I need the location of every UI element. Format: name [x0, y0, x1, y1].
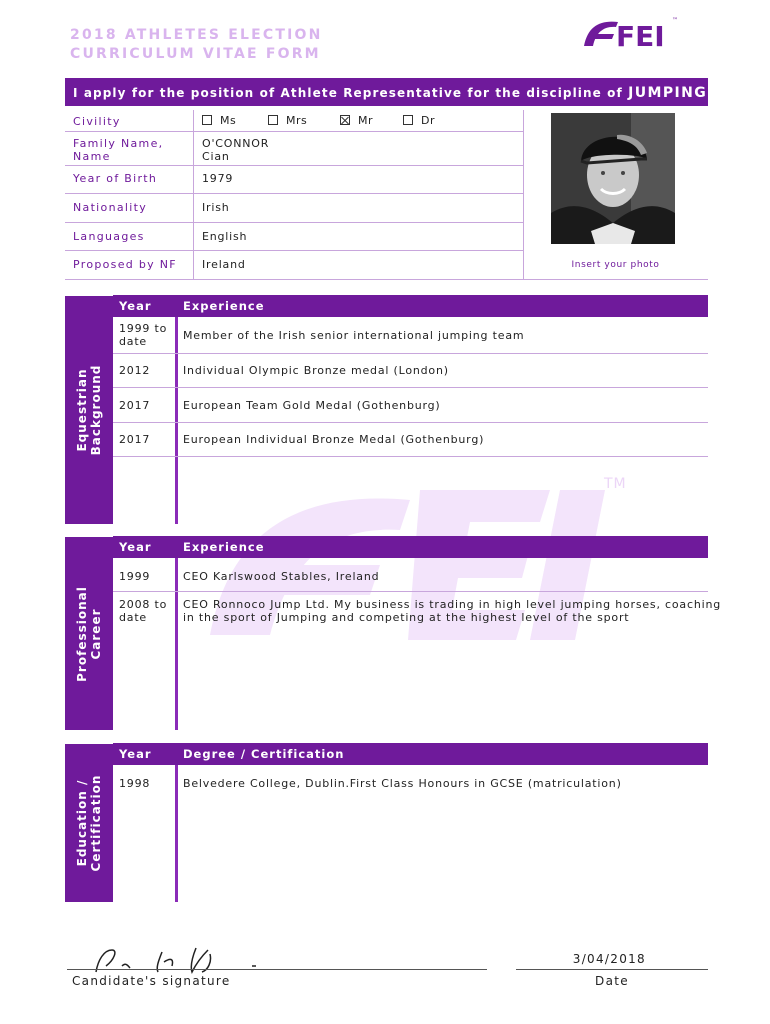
career-tab-label	[75, 586, 103, 682]
career-row-year: 1999	[119, 570, 151, 583]
checkbox-dr[interactable]	[403, 115, 413, 125]
personal-col-divider	[193, 110, 194, 280]
row-divider	[65, 250, 523, 251]
banner-text: I apply for the position of Athlete Representative for the discipline of	[73, 86, 623, 100]
equestrian-col-bar	[175, 317, 178, 524]
civility-label: Civility	[73, 115, 121, 128]
education-tab-line-2: Certification	[89, 774, 103, 872]
career-tab	[65, 537, 113, 730]
signature-label: Candidate's signature	[72, 974, 231, 988]
education-row-year: 1998	[119, 777, 151, 790]
career-row-text	[183, 598, 721, 624]
education-row-text: Belvedere College, Dublin.First Class Honours in GCSE (matriculation)	[183, 777, 622, 790]
equestrian-row-year: 2012	[119, 364, 151, 377]
banner-discipline: JUMPING	[628, 85, 708, 101]
form-title-line-1: 2018 ATHLETES ELECTION	[70, 27, 323, 43]
row-divider	[65, 131, 523, 132]
equestrian-row-text: European Individual Bronze Medal (Gothenburg)	[183, 433, 485, 446]
signature-line	[67, 969, 487, 970]
education-tab-label	[75, 775, 103, 872]
year-line-2: date	[119, 335, 148, 348]
civility-mr-label: Mr	[358, 114, 374, 127]
row-divider	[113, 387, 708, 388]
fei-logo-icon	[580, 12, 680, 52]
row-divider	[65, 222, 523, 223]
checkbox-mrs[interactable]	[268, 115, 278, 125]
career-row-text: CEO Karlswood Stables, Ireland	[183, 570, 380, 583]
name-label	[73, 137, 163, 163]
date-label: Date	[595, 974, 629, 988]
candidate-photo-image	[551, 113, 675, 244]
equestrian-row-text: European Team Gold Medal (Gothenburg)	[183, 399, 441, 412]
svg-text:™: ™	[672, 17, 678, 24]
row-divider	[113, 591, 708, 592]
candidate-photo[interactable]	[551, 113, 675, 244]
career-header	[113, 536, 708, 558]
civility-mrs-label: Mrs	[286, 114, 308, 127]
photo-caption: Insert your photo	[571, 260, 660, 270]
checkbox-ms[interactable]	[202, 115, 212, 125]
position-banner	[65, 78, 708, 106]
photo-col-divider	[523, 110, 524, 280]
name-value	[202, 137, 269, 163]
education-col-bar	[175, 765, 178, 902]
nationality-value: Irish	[202, 201, 230, 214]
languages-value: English	[202, 230, 248, 243]
equestrian-row-year: 2017	[119, 399, 151, 412]
equestrian-col-year: Year	[119, 299, 152, 313]
name-label-line-1: Family Name,	[73, 137, 164, 150]
checkbox-mr[interactable]	[340, 115, 350, 125]
career-text-line-2: in the sport of Jumping and competing at the highest level of the sport	[183, 611, 630, 624]
civility-ms[interactable]	[202, 114, 236, 127]
family-name: O'CONNOR	[202, 137, 270, 150]
equestrian-header	[113, 295, 708, 317]
career-col-bar	[175, 558, 178, 730]
row-divider	[113, 456, 708, 457]
equestrian-row-year: 2017	[119, 433, 151, 446]
row-divider	[113, 353, 708, 354]
date-value: 3/04/2018	[572, 952, 646, 966]
career-col-experience: Experience	[183, 540, 265, 554]
career-text-line-1: CEO Ronnoco Jump Ltd. My business is trading in high level jumping horses, coaching	[183, 598, 722, 611]
equestrian-col-experience: Experience	[183, 299, 265, 313]
education-col-degree: Degree / Certification	[183, 747, 345, 761]
nationality-label: Nationality	[73, 201, 148, 214]
career-row-year	[119, 598, 167, 624]
civility-mrs[interactable]	[268, 114, 307, 127]
fei-logo	[580, 12, 680, 52]
yob-value: 1979	[202, 172, 234, 185]
row-divider	[65, 193, 523, 194]
year-line-1: 2008 to	[119, 598, 168, 611]
nf-label: Proposed by NF	[73, 258, 177, 271]
date-line	[516, 969, 708, 970]
equestrian-tab-line-1: Equestrian	[75, 368, 89, 452]
education-tab	[65, 744, 113, 902]
form-title	[70, 26, 323, 64]
year-line-1: 1999 to	[119, 322, 168, 335]
row-divider	[113, 422, 708, 423]
equestrian-tab	[65, 296, 113, 524]
education-header	[113, 743, 708, 765]
education-col-year: Year	[119, 747, 152, 761]
languages-label: Languages	[73, 230, 145, 243]
row-divider	[65, 279, 708, 280]
svg-text:FEI: FEI	[616, 20, 665, 52]
form-title-line-2: CURRICULUM VITAE FORM	[70, 46, 321, 62]
civility-dr[interactable]	[403, 114, 435, 127]
equestrian-row-year	[119, 322, 167, 348]
equestrian-row-text: Member of the Irish senior international jumping team	[183, 329, 525, 342]
education-tab-line-1: Education /	[75, 779, 89, 867]
equestrian-tab-label	[75, 365, 103, 456]
career-col-year: Year	[119, 540, 152, 554]
first-name: Cian	[202, 150, 230, 163]
equestrian-row-text: Individual Olympic Bronze medal (London)	[183, 364, 449, 377]
yob-label: Year of Birth	[73, 172, 158, 185]
civility-mr[interactable]	[340, 114, 373, 127]
career-tab-line-2: Career	[89, 607, 103, 660]
nf-value: Ireland	[202, 258, 246, 271]
career-tab-line-1: Professional	[75, 585, 89, 682]
row-divider	[65, 165, 523, 166]
civility-ms-label: Ms	[220, 114, 237, 127]
watermark-tm: TM	[604, 476, 627, 492]
equestrian-tab-line-2: Background	[89, 364, 103, 456]
civility-dr-label: Dr	[421, 114, 435, 127]
name-label-line-2: Name	[73, 150, 111, 163]
year-line-2: date	[119, 611, 148, 624]
